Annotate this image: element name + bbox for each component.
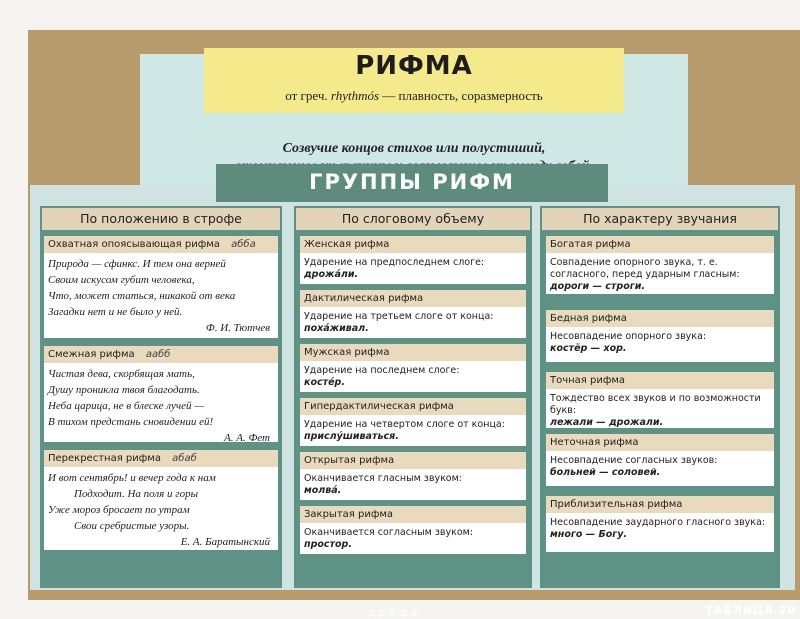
card-body bbox=[304, 473, 522, 497]
column-syllables bbox=[294, 206, 532, 588]
rhyme-card-exact bbox=[546, 372, 774, 428]
poem-line: В тихом предстань сновидении ей! bbox=[48, 416, 214, 428]
poem-author: Ф. И. Тютчев bbox=[205, 322, 270, 334]
rhyme-card-cross bbox=[44, 450, 278, 550]
rhyme-description: Оканчивается согласным звуком: bbox=[304, 527, 474, 538]
rhyme-example: больней — соловей. bbox=[550, 467, 661, 478]
poem-line: И вот сентябрь! и вечер года к нам bbox=[48, 472, 216, 484]
card-heading bbox=[44, 236, 278, 253]
rhyme-example: прислýшиваться. bbox=[304, 431, 399, 442]
rhyme-description: Несовпадение опорного звука: bbox=[550, 331, 707, 342]
rhyme-description: Совпадение опорного звука, т. е. согласного, перед ударным гласным: bbox=[550, 257, 740, 280]
card-heading: Точная рифма bbox=[546, 372, 774, 389]
rhyme-card-poor bbox=[546, 310, 774, 362]
rhyme-card-feminine bbox=[300, 236, 526, 284]
card-heading: Дактилическая рифма bbox=[300, 290, 526, 307]
poem-author: А. А. Фет bbox=[224, 432, 270, 444]
poem-author: Е. А. Баратынский bbox=[180, 536, 270, 548]
poem-line: Чистая дева, скорбящая мать, bbox=[48, 368, 195, 380]
poem-line: Подходит. На поля и горы bbox=[74, 488, 199, 500]
column-position bbox=[40, 206, 282, 588]
rhyme-card-approximate bbox=[546, 496, 774, 552]
title-band bbox=[204, 48, 624, 113]
etymology-prefix: от греч. bbox=[285, 88, 328, 103]
card-body bbox=[304, 419, 522, 443]
card-heading: Открытая рифма bbox=[300, 452, 526, 469]
rhyme-example: костёр — хор. bbox=[550, 343, 627, 354]
column-heading: По положению в строфе bbox=[42, 208, 280, 230]
column-heading: По слоговому объему bbox=[296, 208, 530, 230]
rhyme-card-closed bbox=[300, 506, 526, 554]
rhyme-description: Оканчивается гласным звуком: bbox=[304, 473, 462, 484]
poem-line: Своим искусом губит человека, bbox=[48, 274, 195, 286]
rhyme-example: простор. bbox=[304, 539, 352, 550]
card-heading: Женская рифма bbox=[300, 236, 526, 253]
rhyme-example: дороги — строги. bbox=[550, 281, 645, 292]
rhyme-card-masculine bbox=[300, 344, 526, 392]
rhyme-card-dactylic bbox=[300, 290, 526, 338]
poem bbox=[48, 366, 274, 446]
rhyme-card-inexact bbox=[546, 434, 774, 486]
card-body bbox=[550, 455, 770, 479]
rhyme-name: Охватная опоясывающая рифма bbox=[48, 239, 220, 250]
rhyme-description: Несовпадение согласных звуков: bbox=[550, 455, 718, 466]
card-heading: Приблизительная рифма bbox=[546, 496, 774, 513]
card-heading bbox=[44, 346, 278, 363]
poster bbox=[28, 30, 800, 619]
rhyme-example: молвá. bbox=[304, 485, 342, 496]
poem bbox=[48, 470, 274, 550]
poem-line: Что, может статься, никакой от века bbox=[48, 290, 236, 302]
column-heading: По характеру звучания bbox=[542, 208, 778, 230]
poem-line: Уже мороз бросает по утрам bbox=[48, 504, 190, 516]
card-heading: Закрытая рифма bbox=[300, 506, 526, 523]
rhyme-name: Перекрестная рифма bbox=[48, 453, 161, 464]
page-title: РИФМА bbox=[355, 51, 473, 81]
rhyme-example: костéр. bbox=[304, 377, 345, 388]
table-label: ТАБЛИЦА 20 bbox=[705, 604, 796, 617]
rhyme-example: похáживал. bbox=[304, 323, 369, 334]
rhyme-card-hyperdactylic bbox=[300, 398, 526, 446]
card-body bbox=[550, 331, 770, 355]
rhyme-description: Ударение на четвертом слоге от конца: bbox=[304, 419, 505, 430]
rhyme-description: Ударение на предпоследнем слоге: bbox=[304, 257, 485, 268]
card-body bbox=[550, 393, 770, 429]
rhyme-example: дрожáли. bbox=[304, 269, 359, 280]
publisher-logo: дрофа bbox=[368, 606, 421, 619]
rhyme-card-enclosing bbox=[44, 236, 278, 338]
column-sound bbox=[540, 206, 780, 588]
etymology-meaning: — плавность, соразмерность bbox=[382, 88, 543, 103]
card-heading: Богатая рифма bbox=[546, 236, 774, 253]
rhyme-example: лежали — дрожали. bbox=[550, 417, 664, 428]
card-body bbox=[304, 527, 522, 551]
card-heading: Неточная рифма bbox=[546, 434, 774, 451]
rhyme-description: Тождество всех звуков и по возможности букв: bbox=[550, 393, 761, 416]
etymology bbox=[204, 88, 624, 104]
rhyme-card-adjacent bbox=[44, 346, 278, 442]
card-body bbox=[304, 365, 522, 389]
rhyme-card-rich bbox=[546, 236, 774, 294]
rhyme-description: Ударение на последнем слоге: bbox=[304, 365, 460, 376]
card-body bbox=[550, 517, 770, 541]
card-heading bbox=[44, 450, 278, 467]
etymology-word: rhythmós bbox=[330, 88, 380, 103]
rhyme-description: Несовпадение заударного гласного звука: bbox=[550, 517, 766, 528]
poem bbox=[48, 256, 274, 336]
poem-line: Природа — сфинкс. И тем она верней bbox=[48, 258, 226, 270]
rhyme-scheme: абба bbox=[231, 239, 256, 250]
poem-line: Неба царица, не в блеске лучей — bbox=[48, 400, 204, 412]
poem-line: Загадки нет и не было у ней. bbox=[48, 306, 183, 318]
card-body bbox=[304, 311, 522, 335]
card-heading: Мужская рифма bbox=[300, 344, 526, 361]
poem-line: Свои сребристые узоры. bbox=[74, 520, 190, 532]
rhyme-scheme: абаб bbox=[172, 453, 197, 464]
rhyme-example: много — Богу. bbox=[550, 529, 627, 540]
definition-line: Созвучие концов стихов или полустиший, bbox=[282, 141, 546, 156]
rhyme-scheme: аабб bbox=[145, 349, 171, 360]
poem-line: Душу проникла твоя благодать. bbox=[48, 384, 200, 396]
rhyme-description: Ударение на третьем слоге от конца: bbox=[304, 311, 494, 322]
rhyme-name: Смежная рифма bbox=[48, 349, 135, 360]
card-heading: Гипердактилическая рифма bbox=[300, 398, 526, 415]
card-body bbox=[550, 257, 770, 293]
groups-band bbox=[216, 164, 608, 202]
groups-title: ГРУППЫ РИФМ bbox=[309, 170, 515, 194]
rhyme-card-open bbox=[300, 452, 526, 500]
card-heading: Бедная рифма bbox=[546, 310, 774, 327]
card-body bbox=[304, 257, 522, 281]
